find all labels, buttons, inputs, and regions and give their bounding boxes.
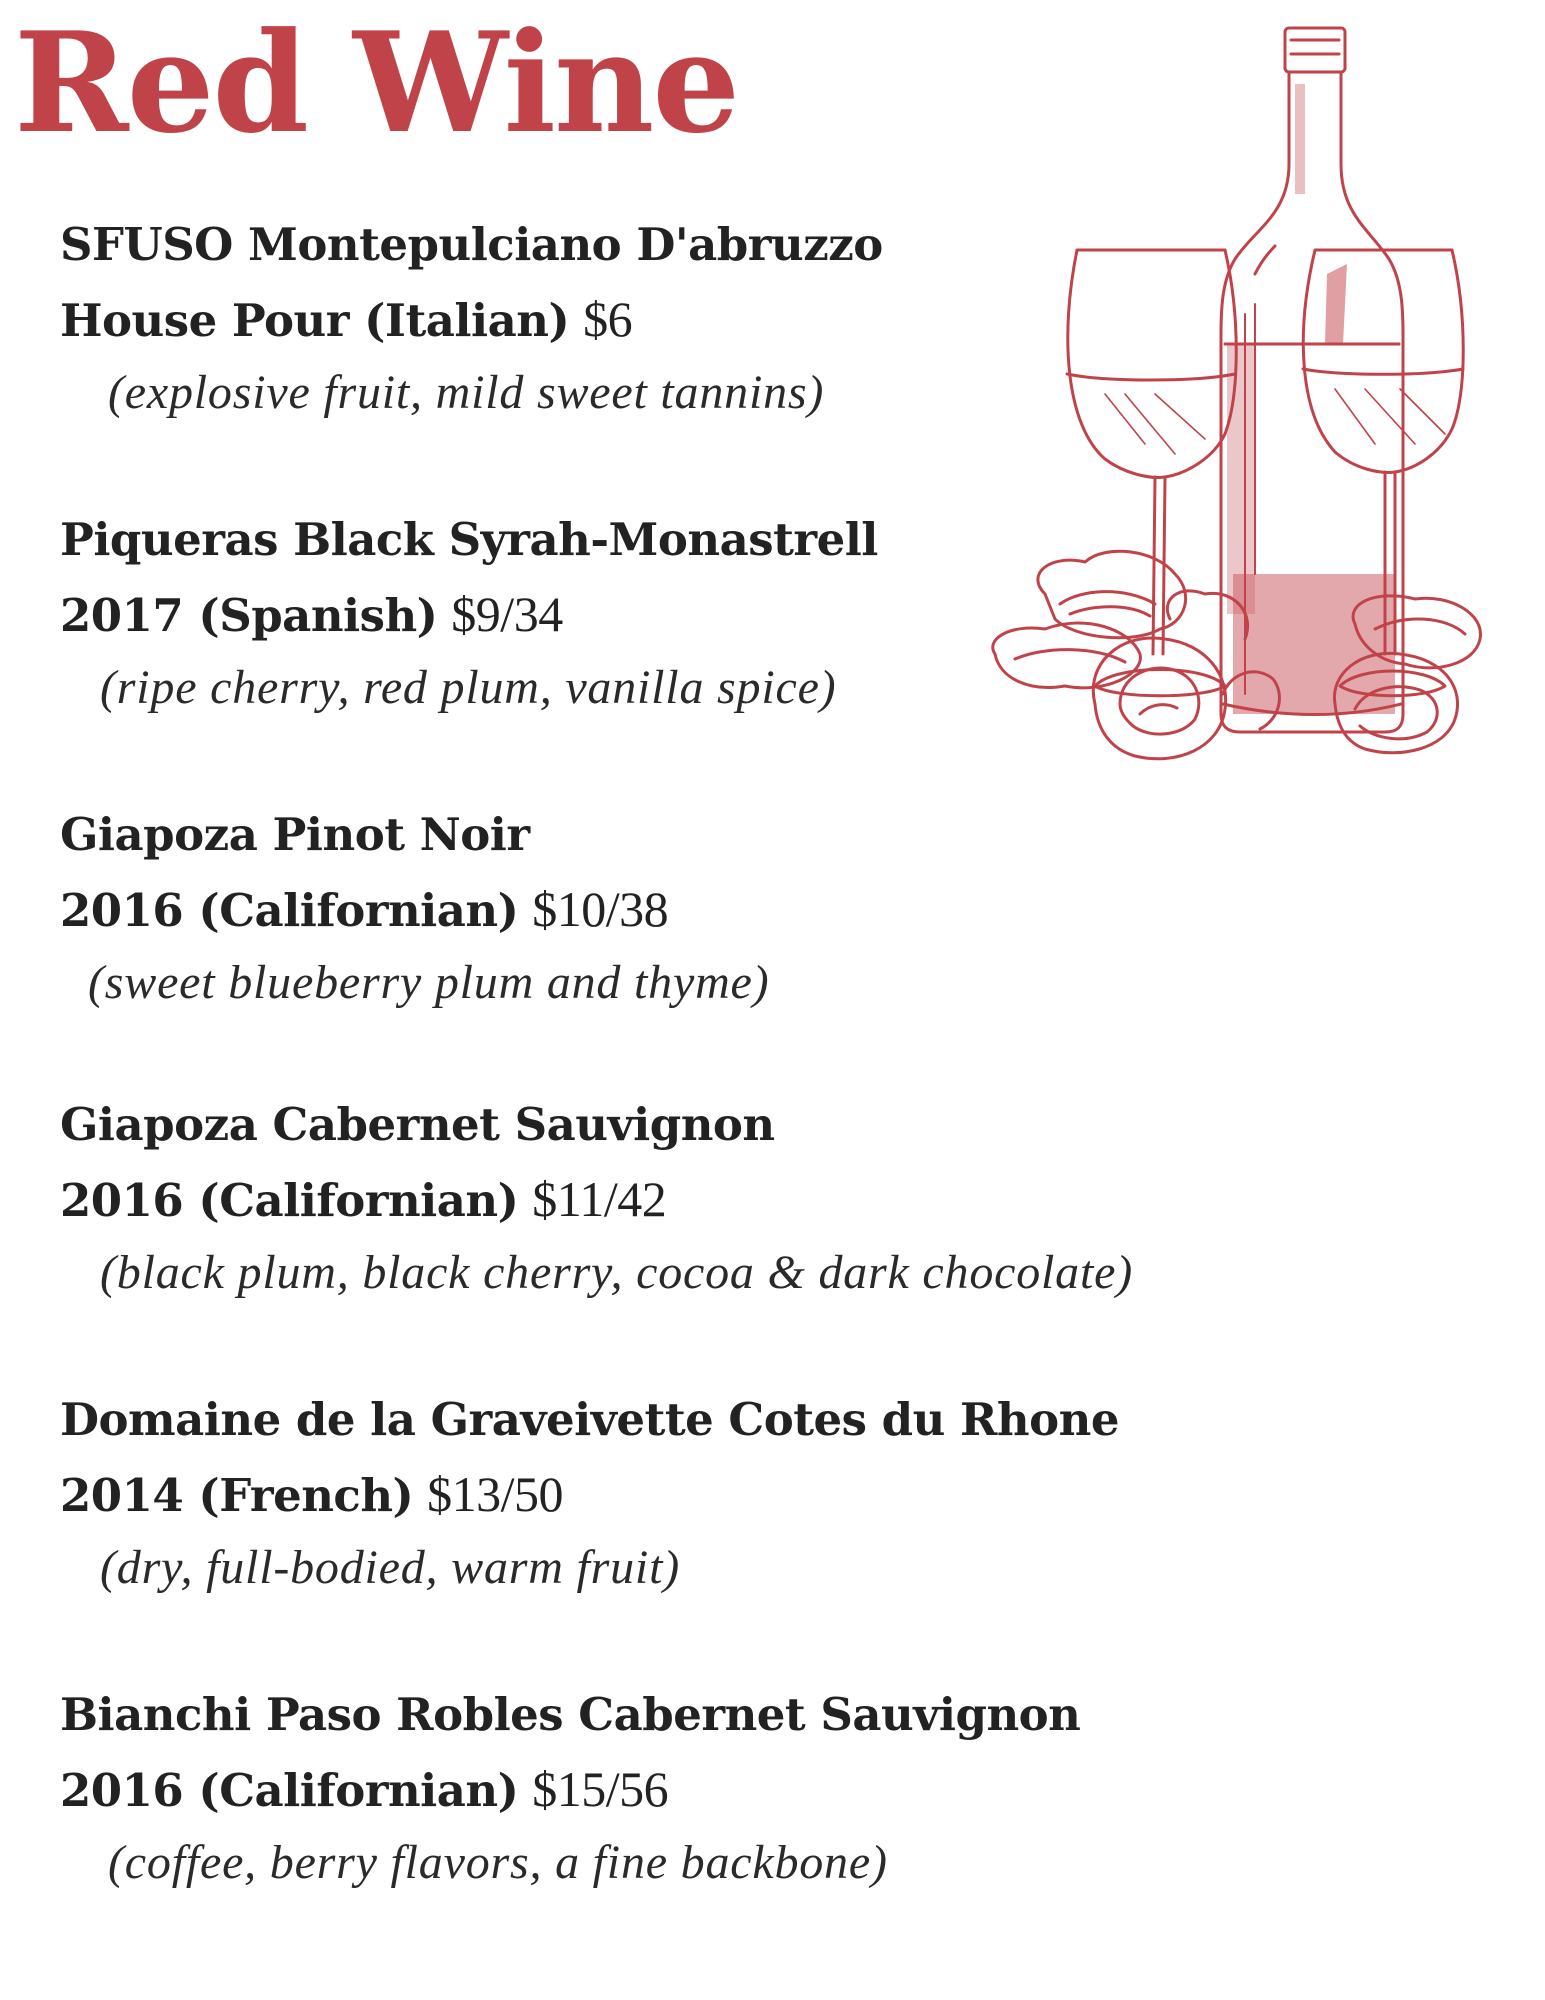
wine-name: Giapoza Pinot Noir — [60, 808, 530, 861]
wine-name: Domaine de la Graveivette Cotes du Rhone — [60, 1393, 1119, 1446]
wine-price: $11/42 — [532, 1171, 667, 1227]
wine-tasting-notes: (ripe cherry, red plum, vanilla spice) — [100, 661, 837, 714]
wine-vintage-origin: 2017 (Spanish) — [60, 589, 438, 642]
wine-price: $9/34 — [451, 586, 563, 642]
wine-meta-line — [60, 584, 878, 646]
wine-item — [60, 1095, 1133, 1303]
wine-tasting-notes: (black plum, black cherry, cocoa & dark chocolate) — [100, 1246, 1133, 1299]
wine-vintage-origin: 2016 (Californian) — [60, 1764, 519, 1817]
wine-price: $6 — [583, 291, 633, 347]
wine-tasting-notes: (dry, full-bodied, warm fruit) — [100, 1541, 680, 1594]
wine-meta-line — [60, 1759, 1080, 1821]
wine-price: $13/50 — [427, 1466, 564, 1522]
wine-tasting-notes: (coffee, berry flavors, a fine backbone) — [108, 1836, 888, 1889]
page-title: Red Wine — [14, 1, 739, 164]
wine-vintage-origin: House Pour (Italian) — [60, 294, 570, 347]
wine-meta-line — [60, 879, 769, 941]
bottle-shading — [1227, 84, 1395, 714]
wine-bottle-glasses-oysters-icon — [955, 14, 1515, 814]
wine-name: Piqueras Black Syrah-Monastrell — [60, 513, 878, 566]
wine-item — [60, 510, 878, 718]
wine-item — [60, 215, 883, 423]
wine-item — [60, 805, 769, 1013]
wine-tasting-notes: (explosive fruit, mild sweet tannins) — [108, 366, 825, 419]
wine-meta-line — [60, 1464, 1119, 1526]
wine-item — [60, 1685, 1080, 1893]
wine-meta-line — [60, 1169, 1133, 1231]
wine-meta-line — [60, 289, 883, 351]
wine-item — [60, 1390, 1119, 1598]
wine-price: $10/38 — [532, 881, 669, 937]
wine-vintage-origin: 2016 (Californian) — [60, 884, 519, 937]
wine-name: Bianchi Paso Robles Cabernet Sauvignon — [60, 1688, 1081, 1741]
wine-glass-left — [1067, 250, 1236, 696]
wine-tasting-notes: (sweet blueberry plum and thyme) — [88, 956, 770, 1009]
wine-name: Giapoza Cabernet Sauvignon — [60, 1098, 775, 1151]
wine-price: $15/56 — [532, 1761, 669, 1817]
wine-vintage-origin: 2014 (French) — [60, 1469, 414, 1522]
wine-name: SFUSO Montepulciano D'abruzzo — [60, 218, 883, 271]
wine-vintage-origin: 2016 (Californian) — [60, 1174, 519, 1227]
